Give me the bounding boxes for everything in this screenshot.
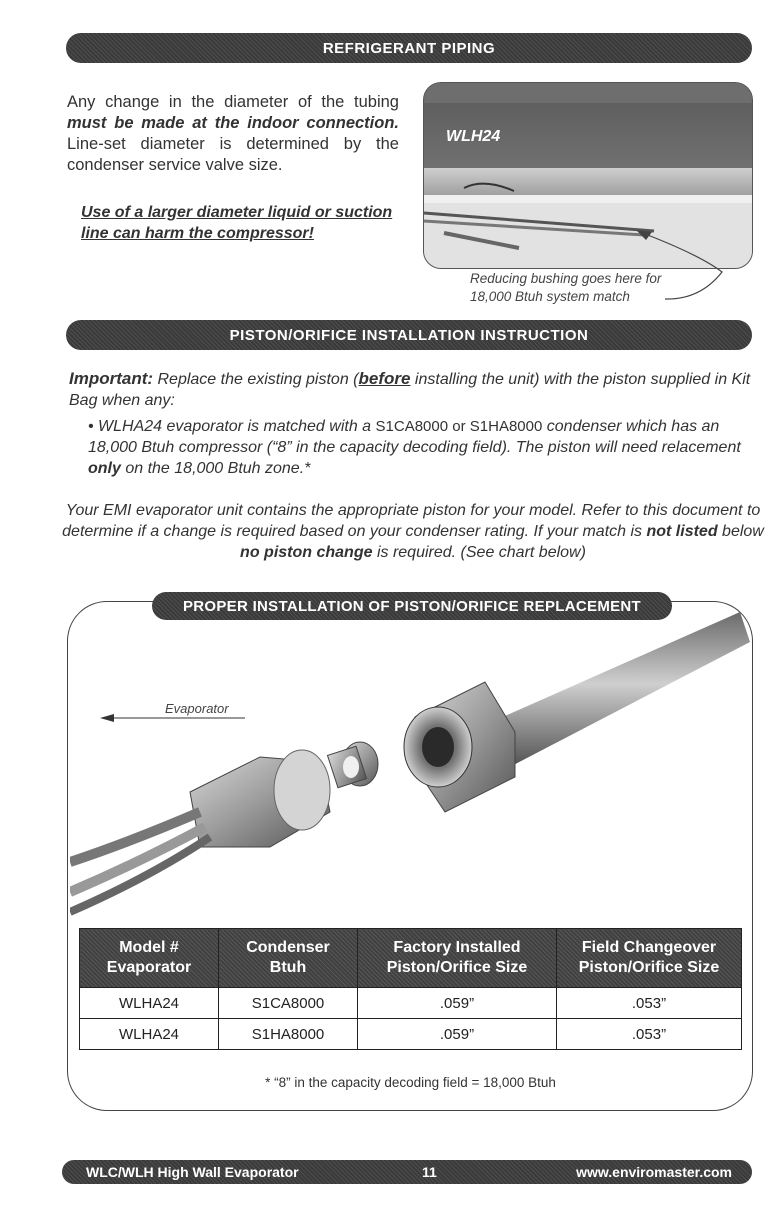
important-text-a: Replace the existing piston ( — [157, 371, 359, 388]
cell-factory: .059” — [358, 1019, 557, 1050]
cell-condenser: S1HA8000 — [219, 1019, 358, 1050]
header-condenser: Condenser Btuh — [219, 929, 358, 988]
cell-condenser: S1CA8000 — [219, 988, 358, 1019]
cell-factory: .059” — [358, 988, 557, 1019]
bullet-text-c: on the 18,000 Btuh zone.* — [120, 460, 311, 477]
table-footnote: * “8” in the capacity decoding field = 18,000 Btuh — [265, 1075, 556, 1090]
section-header-proper-installation: PROPER INSTALLATION OF PISTON/ORIFICE REPLACEMENT — [152, 592, 672, 620]
intro-text-rest: Line-set diameter is determined by the condenser service valve size. — [67, 135, 399, 174]
bullet-model-1: S1CA8000 — [375, 418, 449, 435]
important-paragraph — [69, 368, 759, 411]
photo-caption — [470, 270, 661, 306]
important-before: before — [358, 369, 411, 388]
header-model: Model # Evaporator — [80, 929, 219, 988]
table-row — [80, 988, 742, 1019]
important-text-b: installing the unit) with the piston supplied in Kit Bag when any: — [69, 371, 751, 409]
note-not-listed: not listed — [646, 523, 718, 540]
bullet-or: or — [448, 418, 470, 435]
page-number: 11 — [422, 1164, 437, 1180]
bullet-item — [88, 416, 758, 479]
caption-line-2: 18,000 Btuh system match — [470, 289, 630, 304]
wlh24-label: WLH24 — [446, 128, 501, 145]
evaporator-label: Evaporator — [165, 701, 229, 716]
bullet-model-2: S1HA8000 — [469, 418, 543, 435]
section-header-refrigerant-piping: REFRIGERANT PIPING — [66, 33, 752, 63]
cell-model: WLHA24 — [80, 1019, 219, 1050]
caption-line-1: Reducing bushing goes here for — [470, 271, 662, 286]
bullet-text-b: condenser which has an 18,000 Btuh compressor (“8” in the capacity decoding field). The piston will need relacement — [88, 418, 741, 456]
table-header-row — [80, 929, 742, 988]
footer-title: WLC/WLH High Wall Evaporator — [86, 1164, 299, 1180]
bullet-only: only — [88, 460, 121, 477]
warning-text: Use of a larger diameter liquid or suction line can harm the compressor! — [81, 204, 393, 242]
note-text-c: is required. (See chart below) — [372, 544, 586, 561]
piston-table — [79, 928, 742, 1050]
cell-model: WLHA24 — [80, 988, 219, 1019]
bullet-text-a: • WLHA24 evaporator is matched with a — [88, 418, 376, 435]
header-field: Field Changeover Piston/Orifice Size — [557, 929, 742, 988]
cell-field: .053” — [557, 1019, 742, 1050]
piston-assembly-diagram — [70, 612, 750, 922]
header-factory: Factory Installed Piston/Orifice Size — [358, 929, 557, 988]
page-footer — [62, 1160, 752, 1184]
note-no-change: no piston change — [240, 544, 373, 561]
note-text-a: Your EMI evaporator unit contains the appropriate piston for your model. Refer to this document to determine if a change is required based on your condenser rating. If your match is — [62, 502, 761, 540]
table-row — [80, 1019, 742, 1050]
intro-emphasis: must be made at the indoor connection. — [67, 114, 399, 132]
note-paragraph — [60, 500, 766, 563]
important-label: Important: — [69, 369, 154, 388]
footer-website: www.enviromaster.com — [576, 1164, 732, 1180]
intro-text: Any change in the diameter of the tubing — [67, 93, 399, 111]
cell-field: .053” — [557, 988, 742, 1019]
note-text-b: below — [717, 523, 764, 540]
section-header-piston-instruction: PISTON/ORIFICE INSTALLATION INSTRUCTION — [66, 320, 752, 350]
